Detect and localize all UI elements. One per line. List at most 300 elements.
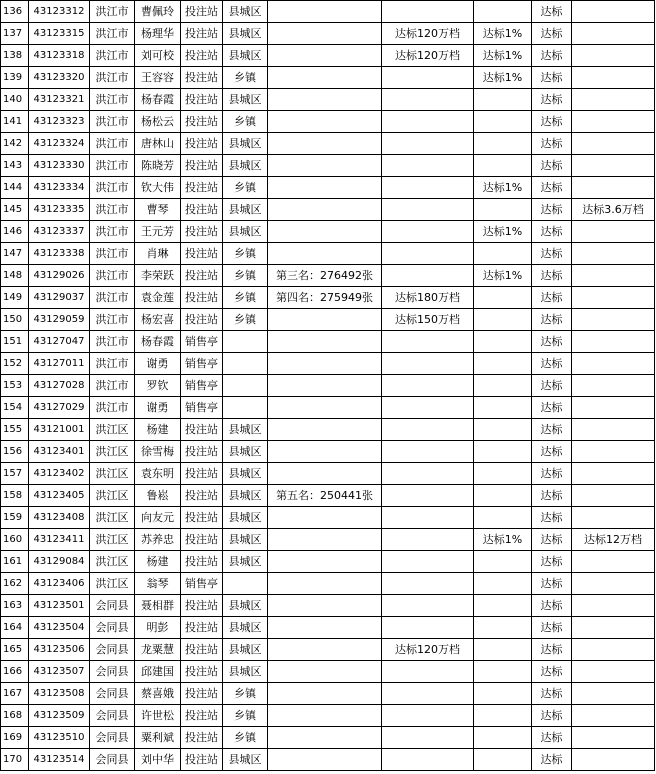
row-index-cell: 148: [1, 265, 29, 287]
table-row: [1, 705, 655, 727]
small-tier-cell: [572, 727, 655, 749]
table-row: [1, 551, 655, 573]
area-cell: 乡镇: [223, 309, 268, 331]
owner-name-cell: 袁东明: [135, 463, 181, 485]
area-cell: 乡镇: [223, 705, 268, 727]
standard-status-cell: 达标: [532, 705, 572, 727]
area-cell: [223, 353, 268, 375]
area-cell: 乡镇: [223, 265, 268, 287]
sales-tier-cell: [382, 749, 474, 771]
growth-rate-cell: [474, 683, 532, 705]
sales-rank-cell: [268, 155, 382, 177]
station-type-cell: 销售亭: [181, 573, 223, 595]
sales-tier-cell: [382, 573, 474, 595]
area-cell: 县城区: [223, 221, 268, 243]
sales-rank-cell: [268, 617, 382, 639]
station-type-cell: 投注站: [181, 111, 223, 133]
city-cell: 会同县: [90, 705, 135, 727]
table-row: [1, 441, 655, 463]
area-cell: 县城区: [223, 463, 268, 485]
city-cell: 会同县: [90, 639, 135, 661]
small-tier-cell: 达标12万档: [572, 529, 655, 551]
sales-tier-cell: 达标120万档: [382, 45, 474, 67]
station-type-cell: 投注站: [181, 133, 223, 155]
station-type-cell: 销售亭: [181, 375, 223, 397]
small-tier-cell: [572, 331, 655, 353]
city-cell: 洪江区: [90, 485, 135, 507]
area-cell: 乡镇: [223, 177, 268, 199]
growth-rate-cell: [474, 133, 532, 155]
sales-rank-cell: [268, 573, 382, 595]
small-tier-cell: [572, 221, 655, 243]
table-row: [1, 507, 655, 529]
row-index-cell: 147: [1, 243, 29, 265]
standard-status-cell: 达标: [532, 551, 572, 573]
table-row: [1, 177, 655, 199]
station-code-cell: 43123504: [29, 617, 90, 639]
growth-rate-cell: 达标1%: [474, 45, 532, 67]
owner-name-cell: 杨建: [135, 551, 181, 573]
small-tier-cell: [572, 749, 655, 771]
sales-rank-cell: [268, 89, 382, 111]
row-index-cell: 142: [1, 133, 29, 155]
small-tier-cell: [572, 1, 655, 23]
row-index-cell: 141: [1, 111, 29, 133]
area-cell: 县城区: [223, 441, 268, 463]
sales-tier-cell: 达标180万档: [382, 287, 474, 309]
growth-rate-cell: [474, 375, 532, 397]
sales-tier-cell: [382, 353, 474, 375]
row-index-cell: 136: [1, 1, 29, 23]
small-tier-cell: [572, 419, 655, 441]
city-cell: 洪江市: [90, 375, 135, 397]
sales-rank-cell: [268, 243, 382, 265]
station-code-cell: 43123507: [29, 661, 90, 683]
sales-rank-cell: [268, 683, 382, 705]
owner-name-cell: 翁琴: [135, 573, 181, 595]
small-tier-cell: [572, 661, 655, 683]
sales-rank-cell: [268, 23, 382, 45]
city-cell: 洪江市: [90, 221, 135, 243]
owner-name-cell: 袁金莲: [135, 287, 181, 309]
standard-status-cell: 达标: [532, 287, 572, 309]
sales-tier-cell: [382, 485, 474, 507]
table-row: [1, 749, 655, 771]
owner-name-cell: 李荣跃: [135, 265, 181, 287]
growth-rate-cell: [474, 573, 532, 595]
station-type-cell: 投注站: [181, 287, 223, 309]
sales-rank-cell: [268, 221, 382, 243]
owner-name-cell: 蔡喜娥: [135, 683, 181, 705]
owner-name-cell: 杨理华: [135, 23, 181, 45]
area-cell: 县城区: [223, 199, 268, 221]
area-cell: 县城区: [223, 529, 268, 551]
growth-rate-cell: 达标1%: [474, 221, 532, 243]
row-index-cell: 150: [1, 309, 29, 331]
growth-rate-cell: [474, 243, 532, 265]
growth-rate-cell: 达标1%: [474, 529, 532, 551]
station-type-cell: 投注站: [181, 419, 223, 441]
area-cell: 乡镇: [223, 287, 268, 309]
sales-rank-cell: [268, 331, 382, 353]
station-type-cell: 销售亭: [181, 397, 223, 419]
station-code-cell: 43123323: [29, 111, 90, 133]
area-cell: 县城区: [223, 155, 268, 177]
owner-name-cell: 谢勇: [135, 353, 181, 375]
station-code-cell: 43127028: [29, 375, 90, 397]
station-code-cell: 43123337: [29, 221, 90, 243]
standard-status-cell: 达标: [532, 243, 572, 265]
sales-rank-cell: [268, 419, 382, 441]
small-tier-cell: [572, 375, 655, 397]
station-type-cell: 投注站: [181, 221, 223, 243]
table-row: [1, 89, 655, 111]
standard-status-cell: 达标: [532, 573, 572, 595]
sales-tier-cell: 达标150万档: [382, 309, 474, 331]
row-index-cell: 144: [1, 177, 29, 199]
table-row: [1, 45, 655, 67]
table-row: [1, 1, 655, 23]
row-index-cell: 165: [1, 639, 29, 661]
standard-status-cell: 达标: [532, 485, 572, 507]
growth-rate-cell: [474, 199, 532, 221]
sales-tier-cell: [382, 375, 474, 397]
sales-rank-cell: [268, 133, 382, 155]
small-tier-cell: [572, 551, 655, 573]
sales-tier-cell: [382, 221, 474, 243]
sales-tier-cell: [382, 397, 474, 419]
row-index-cell: 161: [1, 551, 29, 573]
station-type-cell: 投注站: [181, 595, 223, 617]
table-row: [1, 463, 655, 485]
small-tier-cell: [572, 507, 655, 529]
row-index-cell: 145: [1, 199, 29, 221]
sales-tier-cell: [382, 661, 474, 683]
city-cell: 洪江市: [90, 265, 135, 287]
sales-tier-cell: [382, 419, 474, 441]
table-row: [1, 595, 655, 617]
sales-tier-cell: [382, 595, 474, 617]
standard-status-cell: 达标: [532, 1, 572, 23]
sales-tier-cell: [382, 177, 474, 199]
station-code-cell: 43123324: [29, 133, 90, 155]
station-type-cell: 投注站: [181, 155, 223, 177]
owner-name-cell: 王容容: [135, 67, 181, 89]
city-cell: 洪江市: [90, 331, 135, 353]
growth-rate-cell: [474, 749, 532, 771]
sales-tier-cell: [382, 683, 474, 705]
small-tier-cell: [572, 595, 655, 617]
growth-rate-cell: [474, 595, 532, 617]
standard-status-cell: 达标: [532, 617, 572, 639]
small-tier-cell: [572, 683, 655, 705]
sales-rank-cell: 第五名：250441张: [268, 485, 382, 507]
owner-name-cell: 王元芳: [135, 221, 181, 243]
growth-rate-cell: [474, 727, 532, 749]
city-cell: 洪江区: [90, 463, 135, 485]
station-type-cell: 投注站: [181, 727, 223, 749]
station-type-cell: 投注站: [181, 441, 223, 463]
station-type-cell: 投注站: [181, 485, 223, 507]
station-code-cell: 43123330: [29, 155, 90, 177]
growth-rate-cell: [474, 397, 532, 419]
station-code-cell: 43123318: [29, 45, 90, 67]
city-cell: 洪江市: [90, 111, 135, 133]
table-row: [1, 397, 655, 419]
sales-tier-cell: [382, 441, 474, 463]
sales-tier-cell: [382, 67, 474, 89]
sales-rank-cell: 第四名：275949张: [268, 287, 382, 309]
sales-rank-cell: [268, 309, 382, 331]
sales-tier-cell: [382, 199, 474, 221]
standard-status-cell: 达标: [532, 749, 572, 771]
table-row: [1, 639, 655, 661]
small-tier-cell: [572, 111, 655, 133]
sales-rank-cell: [268, 705, 382, 727]
table-row: [1, 529, 655, 551]
standard-status-cell: 达标: [532, 331, 572, 353]
owner-name-cell: 邱建国: [135, 661, 181, 683]
owner-name-cell: 徐雪梅: [135, 441, 181, 463]
growth-rate-cell: [474, 287, 532, 309]
row-index-cell: 151: [1, 331, 29, 353]
owner-name-cell: 刘可校: [135, 45, 181, 67]
standard-status-cell: 达标: [532, 89, 572, 111]
city-cell: 会同县: [90, 749, 135, 771]
area-cell: 乡镇: [223, 67, 268, 89]
table-row: [1, 221, 655, 243]
growth-rate-cell: [474, 661, 532, 683]
sales-rank-cell: [268, 661, 382, 683]
standard-status-cell: 达标: [532, 199, 572, 221]
station-code-cell: 43123411: [29, 529, 90, 551]
small-tier-cell: 达标3.6万档: [572, 199, 655, 221]
standard-status-cell: 达标: [532, 45, 572, 67]
area-cell: 县城区: [223, 551, 268, 573]
growth-rate-cell: [474, 419, 532, 441]
city-cell: 洪江市: [90, 155, 135, 177]
station-code-cell: 43123501: [29, 595, 90, 617]
growth-rate-cell: [474, 551, 532, 573]
city-cell: 洪江市: [90, 199, 135, 221]
sales-tier-cell: [382, 265, 474, 287]
sales-rank-cell: [268, 595, 382, 617]
small-tier-cell: [572, 441, 655, 463]
standard-status-cell: 达标: [532, 111, 572, 133]
area-cell: 县城区: [223, 507, 268, 529]
station-code-cell: 43129037: [29, 287, 90, 309]
table-row: [1, 287, 655, 309]
area-cell: 县城区: [223, 89, 268, 111]
owner-name-cell: 曹佩玲: [135, 1, 181, 23]
table-row: [1, 375, 655, 397]
sales-rank-cell: [268, 375, 382, 397]
station-code-cell: 43123334: [29, 177, 90, 199]
row-index-cell: 154: [1, 397, 29, 419]
growth-rate-cell: 达标1%: [474, 23, 532, 45]
standard-status-cell: 达标: [532, 529, 572, 551]
station-type-cell: 投注站: [181, 705, 223, 727]
station-code-cell: 43123510: [29, 727, 90, 749]
station-type-cell: 投注站: [181, 551, 223, 573]
station-code-cell: 43123509: [29, 705, 90, 727]
row-index-cell: 158: [1, 485, 29, 507]
growth-rate-cell: [474, 441, 532, 463]
station-code-cell: 43123508: [29, 683, 90, 705]
station-type-cell: 投注站: [181, 23, 223, 45]
sales-rank-cell: [268, 111, 382, 133]
table-row: [1, 419, 655, 441]
city-cell: 洪江市: [90, 1, 135, 23]
small-tier-cell: [572, 353, 655, 375]
small-tier-cell: [572, 265, 655, 287]
sales-rank-cell: [268, 45, 382, 67]
area-cell: 县城区: [223, 133, 268, 155]
table-row: [1, 265, 655, 287]
table-row: [1, 199, 655, 221]
station-code-cell: 43123321: [29, 89, 90, 111]
growth-rate-cell: 达标1%: [474, 177, 532, 199]
table-row: [1, 243, 655, 265]
sales-tier-cell: [382, 529, 474, 551]
small-tier-cell: [572, 705, 655, 727]
table-row: [1, 23, 655, 45]
standard-status-cell: 达标: [532, 67, 572, 89]
area-cell: [223, 397, 268, 419]
standard-status-cell: 达标: [532, 133, 572, 155]
area-cell: 乡镇: [223, 111, 268, 133]
city-cell: 洪江市: [90, 287, 135, 309]
city-cell: 洪江市: [90, 177, 135, 199]
city-cell: 洪江市: [90, 353, 135, 375]
sales-tier-cell: [382, 727, 474, 749]
station-type-cell: 投注站: [181, 243, 223, 265]
owner-name-cell: 罗钦: [135, 375, 181, 397]
small-tier-cell: [572, 639, 655, 661]
sales-rank-cell: [268, 441, 382, 463]
sales-rank-cell: [268, 353, 382, 375]
station-code-cell: 43123406: [29, 573, 90, 595]
station-code-cell: 43121001: [29, 419, 90, 441]
sales-tier-cell: [382, 111, 474, 133]
growth-rate-cell: [474, 639, 532, 661]
sales-tier-cell: [382, 551, 474, 573]
station-code-cell: 43129059: [29, 309, 90, 331]
area-cell: 县城区: [223, 595, 268, 617]
area-cell: 县城区: [223, 23, 268, 45]
station-type-cell: 投注站: [181, 67, 223, 89]
sales-rank-cell: [268, 551, 382, 573]
table-row: [1, 331, 655, 353]
owner-name-cell: 聂相群: [135, 595, 181, 617]
table-row: [1, 309, 655, 331]
city-cell: 会同县: [90, 595, 135, 617]
station-type-cell: 投注站: [181, 89, 223, 111]
station-type-cell: 投注站: [181, 529, 223, 551]
city-cell: 洪江市: [90, 397, 135, 419]
owner-name-cell: 杨春霞: [135, 89, 181, 111]
station-code-cell: 43123320: [29, 67, 90, 89]
city-cell: 洪江市: [90, 67, 135, 89]
area-cell: 县城区: [223, 419, 268, 441]
standard-status-cell: 达标: [532, 265, 572, 287]
table-row: [1, 683, 655, 705]
sales-tier-cell: [382, 617, 474, 639]
city-cell: 洪江区: [90, 419, 135, 441]
row-index-cell: 159: [1, 507, 29, 529]
sales-tier-cell: [382, 705, 474, 727]
owner-name-cell: 向友元: [135, 507, 181, 529]
row-index-cell: 153: [1, 375, 29, 397]
owner-name-cell: 粟利斌: [135, 727, 181, 749]
station-type-cell: 投注站: [181, 507, 223, 529]
station-code-cell: 43123405: [29, 485, 90, 507]
sales-tier-cell: [382, 243, 474, 265]
sales-tier-cell: [382, 155, 474, 177]
sales-rank-cell: [268, 507, 382, 529]
row-index-cell: 152: [1, 353, 29, 375]
row-index-cell: 170: [1, 749, 29, 771]
station-code-cell: 43123335: [29, 199, 90, 221]
sales-rank-cell: [268, 463, 382, 485]
station-code-cell: 43123338: [29, 243, 90, 265]
station-type-cell: 投注站: [181, 661, 223, 683]
row-index-cell: 149: [1, 287, 29, 309]
city-cell: 洪江市: [90, 133, 135, 155]
area-cell: 乡镇: [223, 243, 268, 265]
station-code-cell: 43127011: [29, 353, 90, 375]
sales-tier-cell: [382, 133, 474, 155]
small-tier-cell: [572, 485, 655, 507]
station-type-cell: 投注站: [181, 309, 223, 331]
row-index-cell: 139: [1, 67, 29, 89]
table-row: [1, 155, 655, 177]
owner-name-cell: 肖琳: [135, 243, 181, 265]
table-row: [1, 573, 655, 595]
station-type-cell: 投注站: [181, 265, 223, 287]
station-code-cell: 43123312: [29, 1, 90, 23]
table-row: [1, 727, 655, 749]
city-cell: 洪江区: [90, 529, 135, 551]
owner-name-cell: 杨春霞: [135, 331, 181, 353]
standard-status-cell: 达标: [532, 595, 572, 617]
small-tier-cell: [572, 287, 655, 309]
row-index-cell: 140: [1, 89, 29, 111]
station-type-cell: 销售亭: [181, 331, 223, 353]
growth-rate-cell: [474, 309, 532, 331]
row-index-cell: 155: [1, 419, 29, 441]
small-tier-cell: [572, 617, 655, 639]
station-type-cell: 投注站: [181, 617, 223, 639]
owner-name-cell: 唐林山: [135, 133, 181, 155]
small-tier-cell: [572, 133, 655, 155]
owner-name-cell: 明彭: [135, 617, 181, 639]
station-type-cell: 投注站: [181, 749, 223, 771]
city-cell: 洪江市: [90, 309, 135, 331]
growth-rate-cell: [474, 353, 532, 375]
row-index-cell: 169: [1, 727, 29, 749]
growth-rate-cell: [474, 705, 532, 727]
city-cell: 洪江区: [90, 507, 135, 529]
small-tier-cell: [572, 23, 655, 45]
small-tier-cell: [572, 573, 655, 595]
row-index-cell: 137: [1, 23, 29, 45]
growth-rate-cell: [474, 1, 532, 23]
standard-status-cell: 达标: [532, 661, 572, 683]
city-cell: 洪江市: [90, 23, 135, 45]
station-type-cell: 投注站: [181, 177, 223, 199]
station-type-cell: 投注站: [181, 639, 223, 661]
